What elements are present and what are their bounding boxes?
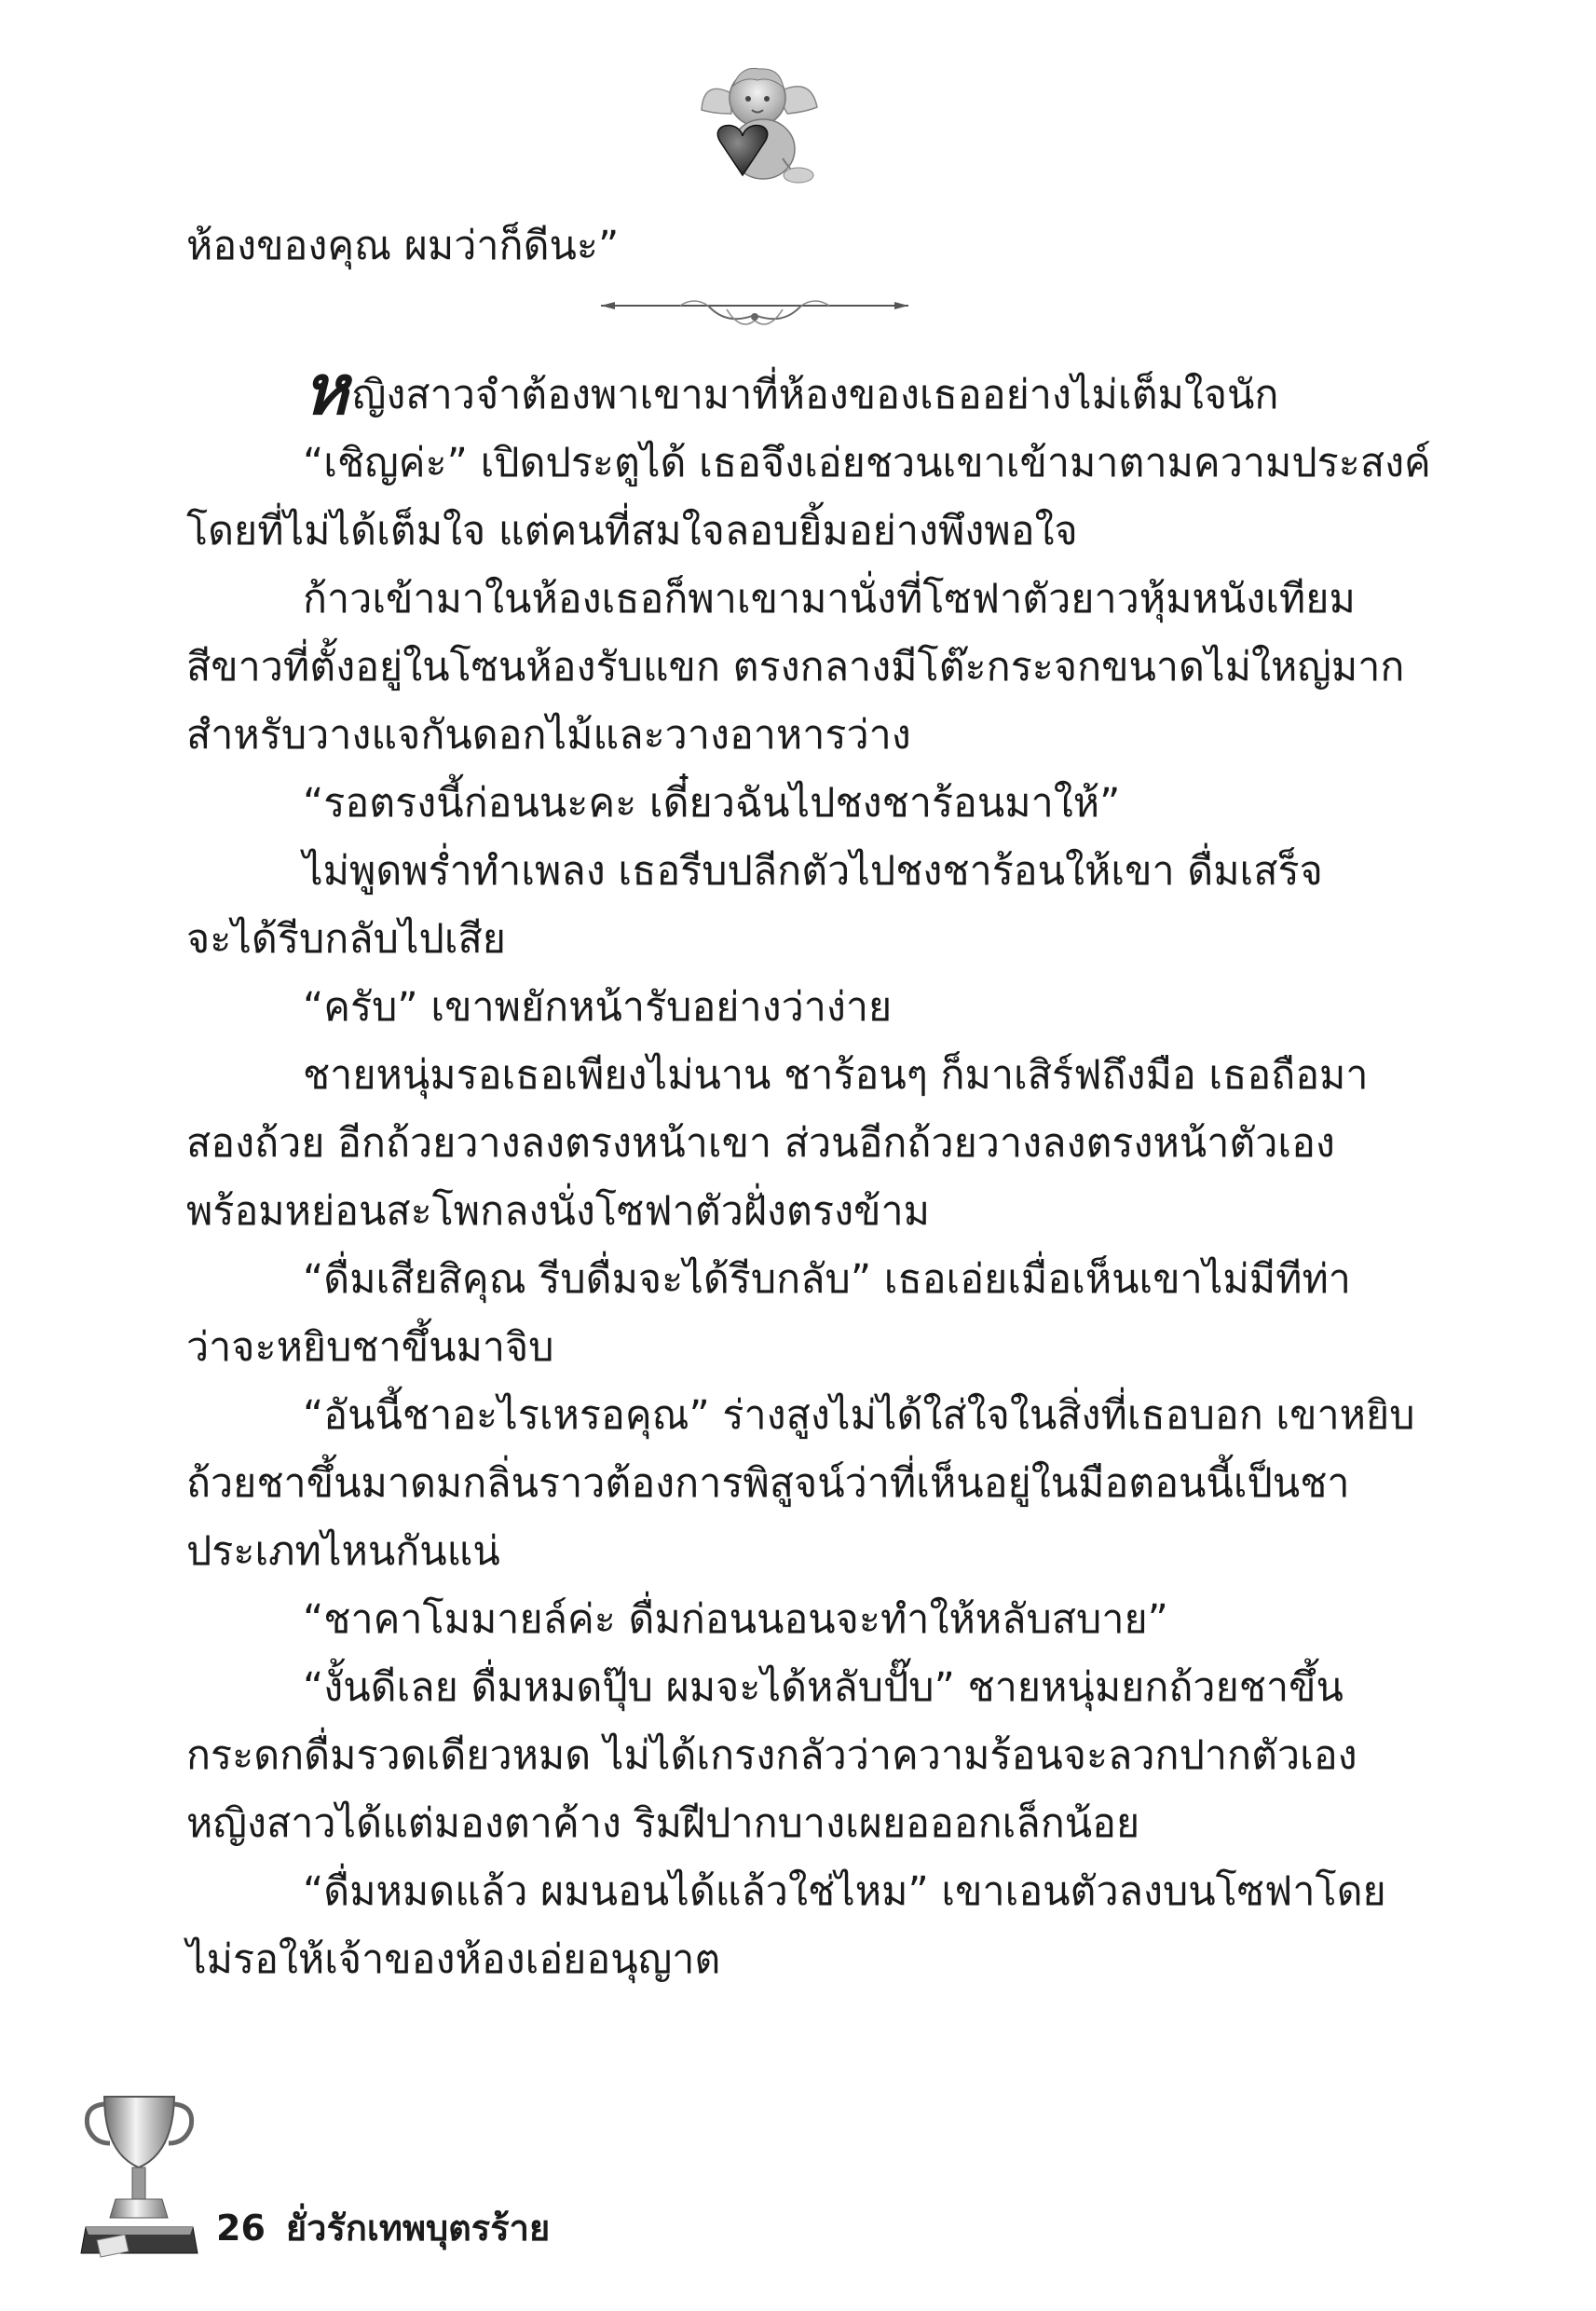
- line-text: ญิงสาวจำต้องพาเขามาที่ห้องของเธออย่างไม่เต็มใจนัก: [351, 372, 1279, 418]
- book-title: ยั่วรักเทพบุตรร้าย: [285, 2208, 551, 2249]
- paragraph-line: ถ้วยชาขึ้นมาดมกลิ่นราวต้องการพิสูจน์ว่าที่เห็นอยู่ในมือตอนนี้เป็นชา: [186, 1460, 1350, 1507]
- drop-cap: ห: [303, 350, 348, 431]
- paragraph-line: ว่าจะหยิบชาขึ้นมาจิบ: [186, 1324, 554, 1371]
- paragraph-line: “อันนี้ชาอะไรเหรอคุณ” ร่างสูงไม่ได้ใส่ใจในสิ่งที่เธอบอก เขาหยิบ: [303, 1392, 1415, 1439]
- cupid-with-heart-icon: [694, 56, 825, 196]
- paragraph-line: โดยที่ไม่ได้เต็มใจ แต่คนที่สมใจลอบยิ้มอย่างพึงพอใจ: [186, 508, 1078, 554]
- opening-line-block: [186, 212, 1416, 280]
- ornamental-divider-icon: [596, 289, 913, 335]
- paragraph-line: หญิงสาวได้แต่มองตาค้าง ริมฝีปากบางเผยอออกเล็กน้อย: [186, 1800, 1140, 1847]
- paragraph-line: พร้อมหย่อนสะโพกลงนั่งโซฟาตัวฝั่งตรงข้าม: [186, 1188, 930, 1235]
- paragraph-line: “ดื่มหมดแล้ว ผมนอนได้แล้วใช่ไหม” เขาเอนตัวลงบนโซฟาโดย: [303, 1868, 1386, 1915]
- trophy-on-book-icon: [76, 2087, 202, 2274]
- paragraph-line: ไม่รอให้เจ้าของห้องเอ่ยอนุญาต: [186, 1936, 721, 1983]
- paragraph-line: “ดื่มเสียสิคุณ รีบดื่มจะได้รีบกลับ” เธอเอ่ยเมื่อเห็นเขาไม่มีทีท่า: [303, 1256, 1351, 1303]
- paragraph-line: “ชาคาโมมายล์ค่ะ ดื่มก่อนนอนจะทำให้หลับสบาย”: [303, 1596, 1168, 1643]
- paragraph-line: จะได้รีบกลับไปเสีย: [186, 916, 506, 963]
- paragraph-line: “เชิญค่ะ” เปิดประตูได้ เธอจึงเอ่ยชวนเขาเข้ามาตามความประสงค์: [303, 440, 1431, 486]
- paragraph-line: สีขาวที่ตั้งอยู่ในโซนห้องรับแขก ตรงกลางมีโต๊ะกระจกขนาดไม่ใหญ่มาก: [186, 644, 1405, 691]
- paragraph-line: สำหรับวางแจกันดอกไม้และวางอาหารว่าง: [186, 712, 911, 759]
- paragraph-line: [186, 350, 1416, 431]
- paragraph-line: สองถ้วย อีกถ้วยวางลงตรงหน้าเขา ส่วนอีกถ้วยวางลงตรงหน้าตัวเอง: [186, 1120, 1335, 1167]
- paragraph-line: ประเภทไหนกันแน่: [186, 1528, 500, 1575]
- opening-line: ห้องของคุณ ผมว่าก็ดีนะ”: [186, 223, 620, 269]
- paragraph-line: “ครับ” เขาพยักหน้ารับอย่างว่าง่าย: [303, 984, 893, 1031]
- paragraph-line: ชายหนุ่มรอเธอเพียงไม่นาน ชาร้อนๆ ก็มาเสิร์ฟถึงมือ เธอถือมา: [303, 1052, 1369, 1099]
- page-number: 26: [216, 2208, 266, 2249]
- paragraph-line: กระดกดื่มรวดเดียวหมด ไม่ได้เกรงกลัวว่าความร้อนจะลวกปากตัวเอง: [186, 1732, 1357, 1779]
- footer-text: [216, 2199, 550, 2256]
- page-footer: [0, 2087, 1596, 2292]
- body-text: [186, 350, 1431, 1994]
- paragraph-line: “งั้นดีเลย ดื่มหมดปุ๊บ ผมจะได้หลับปั๊บ” ชายหนุ่มยกถ้วยชาขึ้น: [303, 1664, 1344, 1711]
- paragraph-line: ไม่พูดพร่ำทำเพลง เธอรีบปลีกตัวไปชงชาร้อนให้เขา ดื่มเสร็จ: [303, 848, 1323, 895]
- paragraph-line: “รอตรงนี้ก่อนนะคะ เดี๋ยวฉันไปชงชาร้อนมาให้”: [303, 780, 1121, 827]
- paragraph-line: ก้าวเข้ามาในห้องเธอก็พาเขามานั่งที่โซฟาตัวยาวหุ้มหนังเทียม: [303, 576, 1356, 622]
